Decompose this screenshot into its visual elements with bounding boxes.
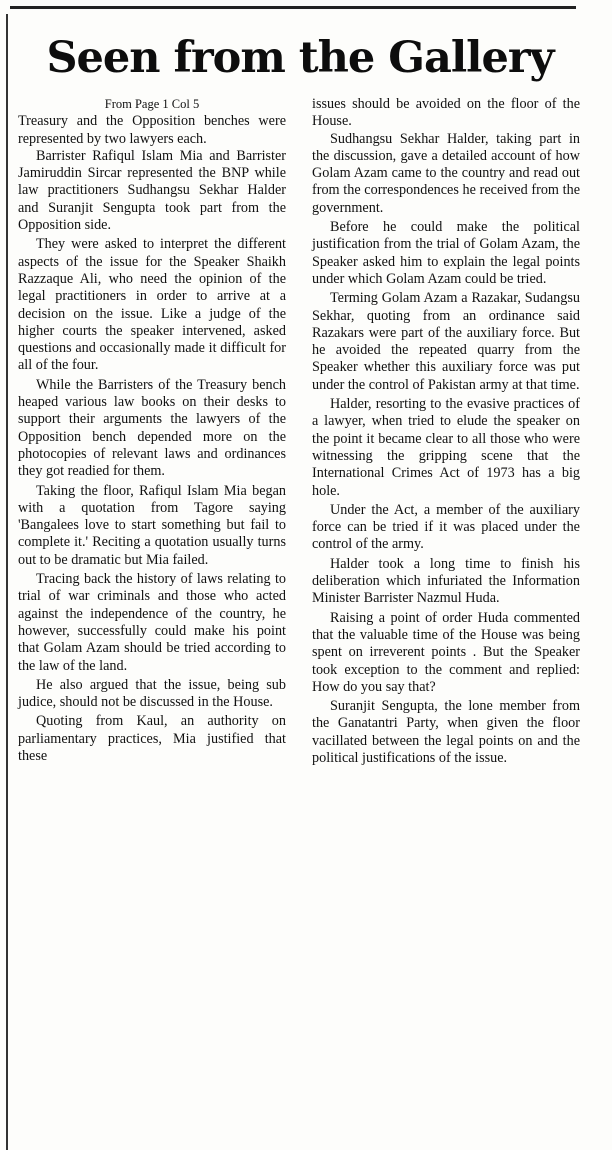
- right-column: [312, 96, 580, 767]
- paragraph: He also argued that the issue, being sub judice, should not be discussed in the House.: [18, 676, 286, 711]
- paragraph: Suranjit Sengupta, the lone member from the Ganatantri Party, when given the floor vacillated between the legal points on and the political justifications of the issue.: [312, 698, 580, 766]
- left-column: [18, 96, 286, 765]
- dateline: From Page 1 Col 5: [104, 97, 200, 111]
- left-border-line: [6, 14, 8, 1150]
- paragraph: Raising a point of order Huda commented that the valuable time of the House was being spent on irreverent points . But the Speaker took exception to the comment and replied: How do you say that?: [312, 609, 580, 695]
- paragraph: Treasury and the Opposition benches were represented by two lawyers each.: [18, 113, 286, 147]
- paragraph: Barrister Rafiqul Islam Mia and Barrister Jamiruddin Sircar represented the BNP while law practitioners Sudhangsu Sekhar Halder and Suranjit Sengupta took part from the Opposition side.: [18, 147, 286, 234]
- paragraph: Halder, resorting to the evasive practices of a lawyer, when tried to elude the speaker on the point it became clear to all those who were witnessing the gripping scene that the International Crimes Act of 1973 has a big hole.: [312, 396, 580, 499]
- paragraph: Tracing back the history of laws relating to trial of war criminals and those who acted against the independence of the country, he however, successfully could make his point that Golam Azam should be tried according to the law of the land.: [18, 571, 286, 674]
- paragraph: Under the Act, a member of the auxiliary force can be tried if it was placed under the control of the army.: [312, 501, 580, 553]
- paragraph: issues should be avoided on the floor of the House.: [312, 96, 580, 130]
- headline: Seen from the Gallery: [46, 33, 554, 83]
- paragraph: Sudhangsu Sekhar Halder, taking part in the discussion, gave a detailed account of how Golam Azam came to the country and read out from the correspondences he received from the government.: [312, 130, 580, 216]
- paragraph: While the Barristers of the Treasury bench heaped various law books on their desks to support their arguments the lawyers of the Opposition bench depended more on the photocopies of relevant laws and ordinances they got readied for them.: [18, 376, 286, 480]
- paragraph: Quoting from Kaul, an authority on parliamentary practices, Mia justified that these: [18, 713, 286, 764]
- paragraph: Taking the floor, Rafiqul Islam Mia began with a quotation from Tagore saying 'Bangalees love to start something but fail to complete it.' Reciting a quotation usually turns out to be dramatic but Mia failed.: [18, 482, 286, 568]
- paragraph: Halder took a long time to finish his deliberation which infuriated the Information Minister Barrister Nazmul Huda.: [312, 555, 580, 607]
- paragraph: Before he could make the political justification from the trial of Golam Azam, the Speaker asked him to explain the legal points under which Golam Azam could be tried.: [312, 219, 580, 287]
- top-rule: [10, 6, 576, 9]
- paragraph: Terming Golam Azam a Razakar, Sudangsu Sekhar, quoting from an ordinance said Razakars were part of the auxiliary force. But he avoided the repeated quarry from the Speaker whether this auxiliary force was put under the control of Pakistan army at that time.: [312, 290, 580, 393]
- paragraph: They were asked to interpret the different aspects of the issue for the Speaker Shaikh Razzaque Ali, who need the opinion of the legal practitioners in order to arrive at a decision on the issue. Like a judge of the higher courts the speaker intervened, asked questions and occasionally made it difficult for all of the four.: [18, 236, 286, 374]
